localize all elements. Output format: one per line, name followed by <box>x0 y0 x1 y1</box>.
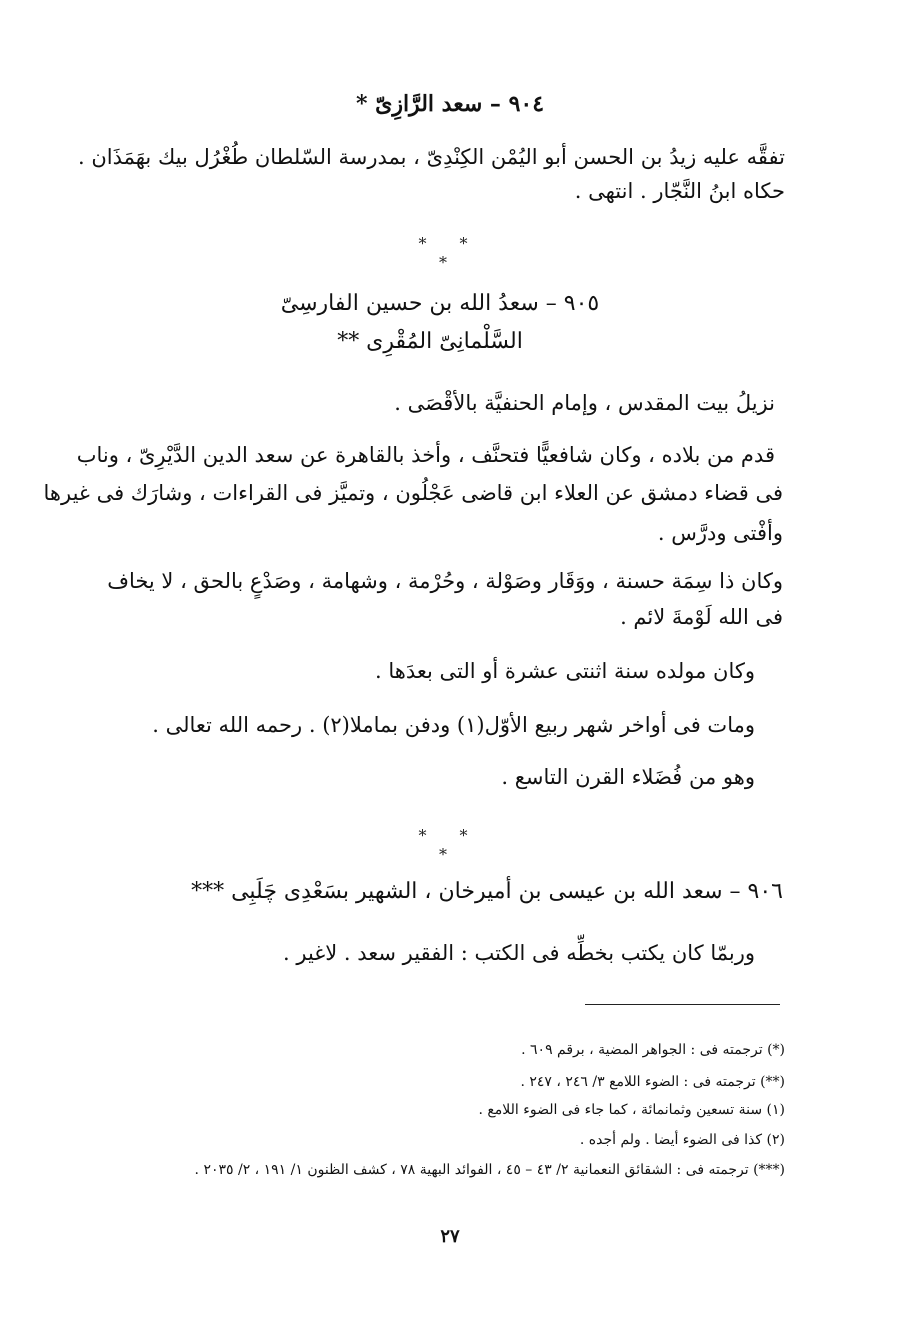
section-separator-1: * * * <box>418 234 482 272</box>
entry-905-heading-line-1: ٩٠٥ – سعدُ الله بن حسين الفارسِىّ <box>280 291 600 316</box>
entry-904-heading: ٩٠٤ – سعد الرَّازِىّ * <box>355 91 545 117</box>
page-number: ٢٧ <box>440 1226 460 1247</box>
entry-906-heading: ٩٠٦ – سعد الله بن عيسى بن أميرخان ، الشهير بسَعْدِى چَلَبِى *** <box>191 879 783 904</box>
footnote-double-star: (**) ترجمته فى : الضوء اللامع ٣/ ٢٤٦ ، ٢٤٧ . <box>520 1074 785 1090</box>
footnote-1: (١) سنة تسعين وثمانمائة ، كما جاء فى الضوء اللامع . <box>478 1102 785 1118</box>
entry-905-line-5: وكان ذا سِمَة حسنة ، ووَقَار وصَوْلة ، وحُرْمة ، وشهامة ، وصَدْعٍ بالحق ، لا يخاف <box>107 569 783 593</box>
footnote-triple-star: (***) ترجمته فى : الشقائق النعمانية ٢/ ٤٣ – ٤٥ ، الفوائد البهية ٧٨ ، كشف الظنون ١/ ١٩١ ، ٢/ ٢٠٣٥ . <box>194 1162 785 1178</box>
entry-905-line-3: فى قضاء دمشق عن العلاء ابن قاضى عَجْلُون ، وتميَّز فى القراءات ، وشارَك فى غيرها <box>43 481 783 505</box>
footnote-2: (٢) كذا فى الضوء أيضا . ولم أجده . <box>579 1132 785 1148</box>
entry-905-line-2: قدم من بلاده ، وكان شافعيًّا فتحنَّف ، وأخذ بالقاهرة عن سعد الدين الدَّيْرِىّ ، وناب <box>76 443 775 467</box>
entry-904-line-1: تفقَّه عليه زيدُ بن الحسن أبو اليُمْن الكِنْدِىّ ، بمدرسة السّلطان طُغْرُل بيك بهَمَذَان . <box>77 145 785 169</box>
section-separator-2: * * * <box>418 826 482 864</box>
entry-905-heading-line-2: السَّلْمانِىّ المُقْرِى ** <box>337 329 523 354</box>
entry-905-line-7: وكان مولده سنة اثنتى عشرة أو التى بعدَها . <box>375 659 755 683</box>
entry-904-line-2: حكاه ابنُ النَّجّار . انتهى . <box>574 179 785 203</box>
footnote-star: (*) ترجمته فى : الجواهر المضية ، برقم ٦٠٩ . <box>521 1042 785 1058</box>
entry-906-line-1: وربمّا كان يكتب بخطِّه فى الكتب : الفقير سعد . لاغير . <box>283 941 755 965</box>
entry-905-line-1: نزيلُ بيت المقدس ، وإمام الحنفيَّة بالأقْصَى . <box>394 391 775 415</box>
entry-905-line-6: فى الله لَوْمةَ لائم . <box>620 605 783 629</box>
footnote-divider <box>585 1004 780 1005</box>
entry-905-line-9: وهو من فُضَلاء القرن التاسع . <box>501 765 755 789</box>
entry-905-line-8: ومات فى أواخر شهر ربيع الأوّل(١) ودفن بماملا(٢) . رحمه الله تعالى . <box>152 713 755 737</box>
entry-905-line-4: وأفْتى ودرَّس . <box>657 521 783 545</box>
